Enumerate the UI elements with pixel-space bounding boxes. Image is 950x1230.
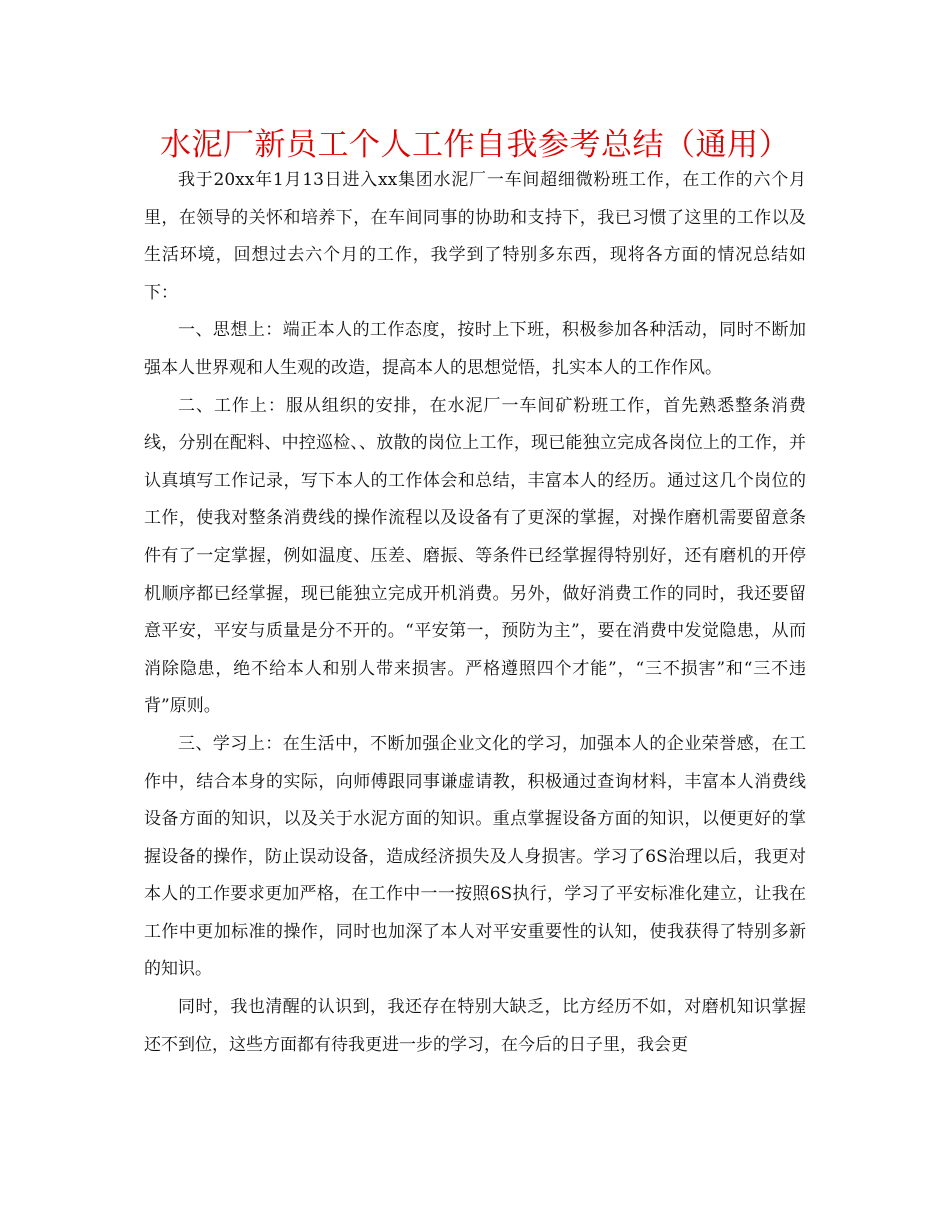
- paragraph-work: 二、工作上：服从组织的安排，在水泥厂一车间矿粉班工作，首先熟悉整条消费线，分别在配料、中控巡检、、放散的岗位上工作，现已能独立完成各岗位上的工作，并认真填写工作记录，写下本人的工作体会和总结，丰富本人的经历。通过这几个岗位的工作，使我对整条消费线的操作流程以及设备有了更深的掌握，对操作磨机需要留意条件有了一定掌握，例如温度、压差、磨振、等条件已经掌握得特别好，还有磨机的开停机顺序都已经掌握，现已能独立完成开机消费。另外，做好消费工作的同时，我还要留意平安，平安与质量是分不开的。“平安第一，预防为主”，要在消费中发觉隐患，从而消除隐患，绝不给本人和别人带来损害。严格遵照四个才能”，“三不损害”和“三不违背”原则。: [144, 395, 806, 717]
- paragraph-intro: 我于20xx年1月13日进入xx集团水泥厂一车间超细微粉班工作，在工作的六个月里，在领导的关怀和培养下，在车间同事的协助和支持下，我已习惯了这里的工作以及生活环境，回想过去六个月的工作，我学到了特别多东西，现将各方面的情况总结如下：: [144, 170, 806, 303]
- document-title: 水泥厂新员工个人工作自我参考总结（通用）: [160, 127, 790, 163]
- paragraph-ideology: 一、思想上：端正本人的工作态度，按时上下班，积极参加各种活动，同时不断加强本人世界观和人生观的改造，提高本人的思想觉悟，扎实本人的工作作风。: [144, 320, 806, 378]
- document-body: [144, 162, 806, 1064]
- paragraph-study: 三、学习上：在生活中，不断加强企业文化的学习，加强本人的企业荣誉感，在工作中，结合本身的实际，向师傅跟同事谦虚请教，积极通过查询材料，丰富本人消费线设备方面的知识，以及关于水泥方面的知识。重点掌握设备方面的知识，以便更好的掌握设备的操作，防止误动设备，造成经济损失及人身损害。学习了6S治理以后，我更对本人的工作要求更加严格，在工作中一一按照6S执行，学习了平安标准化建立，让我在工作中更加标准的操作，同时也加深了本人对平安重要性的认知，使我获得了特别多新的知识。: [144, 733, 806, 980]
- paragraph-shortcomings: 同时，我也清醒的认识到，我还存在特别大缺乏，比方经历不如，对磨机知识掌握还不到位，这些方面都有待我更进一步的学习，在今后的日子里，我会更: [144, 997, 806, 1055]
